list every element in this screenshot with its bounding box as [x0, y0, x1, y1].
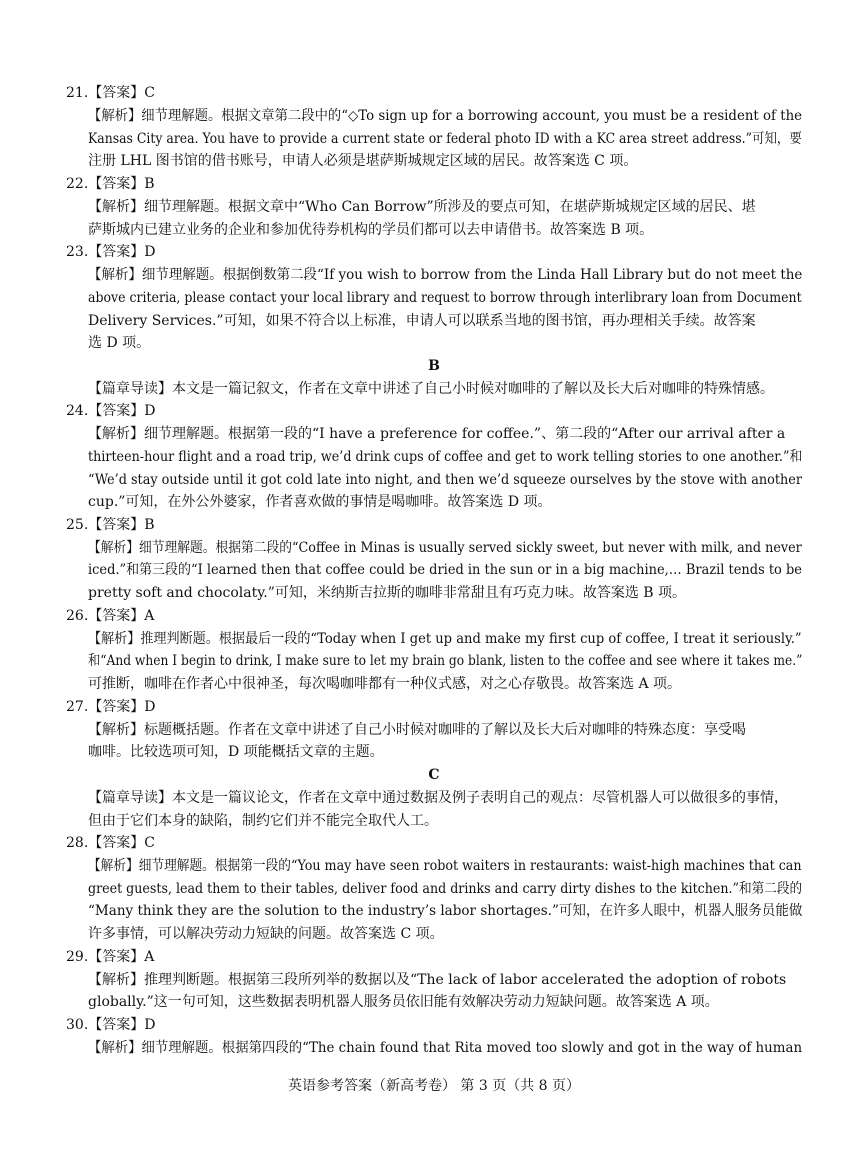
analysis-text-line: thirteen-hour flight and a road trip, we’d drink cups of coffee and get to work telling stories to one another.”和	[88, 449, 803, 465]
analysis-text-line: above criteria, please contact your local library and request to borrow through interlibrary loan from Document	[88, 290, 802, 306]
question-24-analysis: 【解析】细节理解题。根据第一段的“I have a preference for coffee.”、第二段的“After our arrival after a	[88, 426, 786, 442]
question-23-answer: 23.【答案】D	[66, 244, 156, 260]
analysis-text-line: 选 D 项。	[88, 335, 151, 351]
analysis-text-line: 许多事情，可以解决劳动力短缺的问题。故答案选 C 项。	[88, 926, 444, 942]
analysis-text-line: 但由于它们本身的缺陷，制约它们并不能完全取代人工。	[88, 813, 438, 829]
analysis-text-line: Delivery Services.”可知，如果不符合以上标准，申请人可以联系当地的图书馆，再办理相关手续。故答案	[88, 313, 756, 329]
analysis-text-line: iced.”和第三段的“I learned then that coffee could be dried in the sun or in a big machine,… Brazil tends to be	[88, 562, 802, 578]
analysis-text-line: pretty soft and chocolaty.”可知，米纳斯吉拉斯的咖啡非常甜且有巧克力味。故答案选 B 项。	[88, 585, 687, 601]
question-26-analysis: 【解析】推理判断题。根据最后一段的“Today when I get up and make my first cup of coffee, I treat it seriously.”	[88, 631, 802, 647]
question-25-analysis: 【解析】细节理解题。根据第二段的“Coffee in Minas is usually served sickly sweet, but never with milk, and never	[88, 540, 802, 556]
question-27-analysis: 【解析】标题概括题。作者在文章中讲述了自己小时候对咖啡的了解以及长大后对咖啡的特殊态度：享受喝	[88, 722, 746, 738]
section-heading-b: B	[428, 358, 440, 374]
passage-b-guide: 【篇章导读】本文是一篇记叙文，作者在文章中讲述了自己小时候对咖啡的了解以及长大后对咖啡的特殊情感。	[88, 381, 774, 397]
question-25-answer: 25.【答案】B	[66, 517, 155, 533]
analysis-text-line: Kansas City area. You have to provide a current state or federal photo ID with a KC area street address.”可知，要	[88, 131, 802, 147]
analysis-text-line: “Many think they are the solution to the industry’s labor shortages.”可知，在许多人眼中，机器人服务员能做	[88, 903, 803, 919]
question-21-analysis: 【解析】细节理解题。根据文章第二段中的“◇To sign up for a borrowing account, you must be a resident of the	[88, 108, 803, 124]
question-28-answer: 28.【答案】C	[66, 835, 155, 851]
section-heading-c: C	[428, 767, 440, 783]
analysis-text-line: 咖啡。比较选项可知，D 项能概括文章的主题。	[88, 744, 384, 760]
analysis-text-line: 萨斯城内已建立业务的企业和参加优待券机构的学员们都可以去申请借书。故答案选 B 项。	[88, 222, 654, 238]
question-30-analysis: 【解析】细节理解题。根据第四段的“The chain found that Rita moved too slowly and got in the way of human	[88, 1040, 803, 1056]
analysis-text-line: globally.”这一句可知，这些数据表明机器人服务员依旧能有效解决劳动力短缺问题。故答案选 A 项。	[88, 994, 719, 1010]
question-27-answer: 27.【答案】D	[66, 699, 156, 715]
analysis-text-line: 注册 LHL 图书馆的借书账号，申请人必须是堪萨斯城规定区域的居民。故答案选 C 项。	[88, 153, 638, 169]
analysis-text-line: “We’d stay outside until it got cold late into night, and then we’d squeeze ourselves by the stove with another	[88, 472, 802, 488]
question-26-answer: 26.【答案】A	[66, 608, 155, 624]
question-29-analysis: 【解析】推理判断题。根据第三段所列举的数据以及“The lack of labor accelerated the adoption of robots	[88, 972, 787, 988]
question-30-answer: 30.【答案】D	[66, 1017, 156, 1033]
analysis-text-line: cup.”可知，在外公外婆家，作者喜欢做的事情是喝咖啡。故答案选 D 项。	[88, 494, 552, 510]
question-22-analysis: 【解析】细节理解题。根据文章中“Who Can Borrow”所涉及的要点可知，在堪萨斯城规定区域的居民、堪	[88, 199, 756, 215]
question-28-analysis: 【解析】细节理解题。根据第一段的“You may have seen robot waiters in restaurants: waist-high machines that can	[88, 858, 802, 874]
analysis-text-line: greet guests, lead them to their tables, deliver food and drinks and carry dirty dishes to the kitchen.”和第二段的	[88, 881, 803, 897]
question-23-analysis: 【解析】细节理解题。根据倒数第二段“If you wish to borrow from the Linda Hall Library but do not meet the	[88, 267, 803, 283]
question-24-answer: 24.【答案】D	[66, 403, 156, 419]
question-22-answer: 22.【答案】B	[66, 176, 155, 192]
analysis-text-line: 可推断，咖啡在作者心中很神圣，每次喝咖啡都有一种仪式感，对之心存敬畏。故答案选 A 项。	[88, 676, 682, 692]
question-29-answer: 29.【答案】A	[66, 949, 155, 965]
analysis-text-line: 和“And when I begin to drink, I make sure to let my brain go blank, listen to the coffee and see where it takes me.”	[88, 653, 803, 669]
passage-c-guide: 【篇章导读】本文是一篇议论文，作者在文章中通过数据及例子表明自己的观点：尽管机器人可以做很多的事情，	[88, 790, 788, 806]
page-footer: 英语参考答案（新高考卷） 第 3 页（共 8 页）	[287, 1078, 581, 1094]
question-21-answer: 21.【答案】C	[66, 85, 155, 101]
